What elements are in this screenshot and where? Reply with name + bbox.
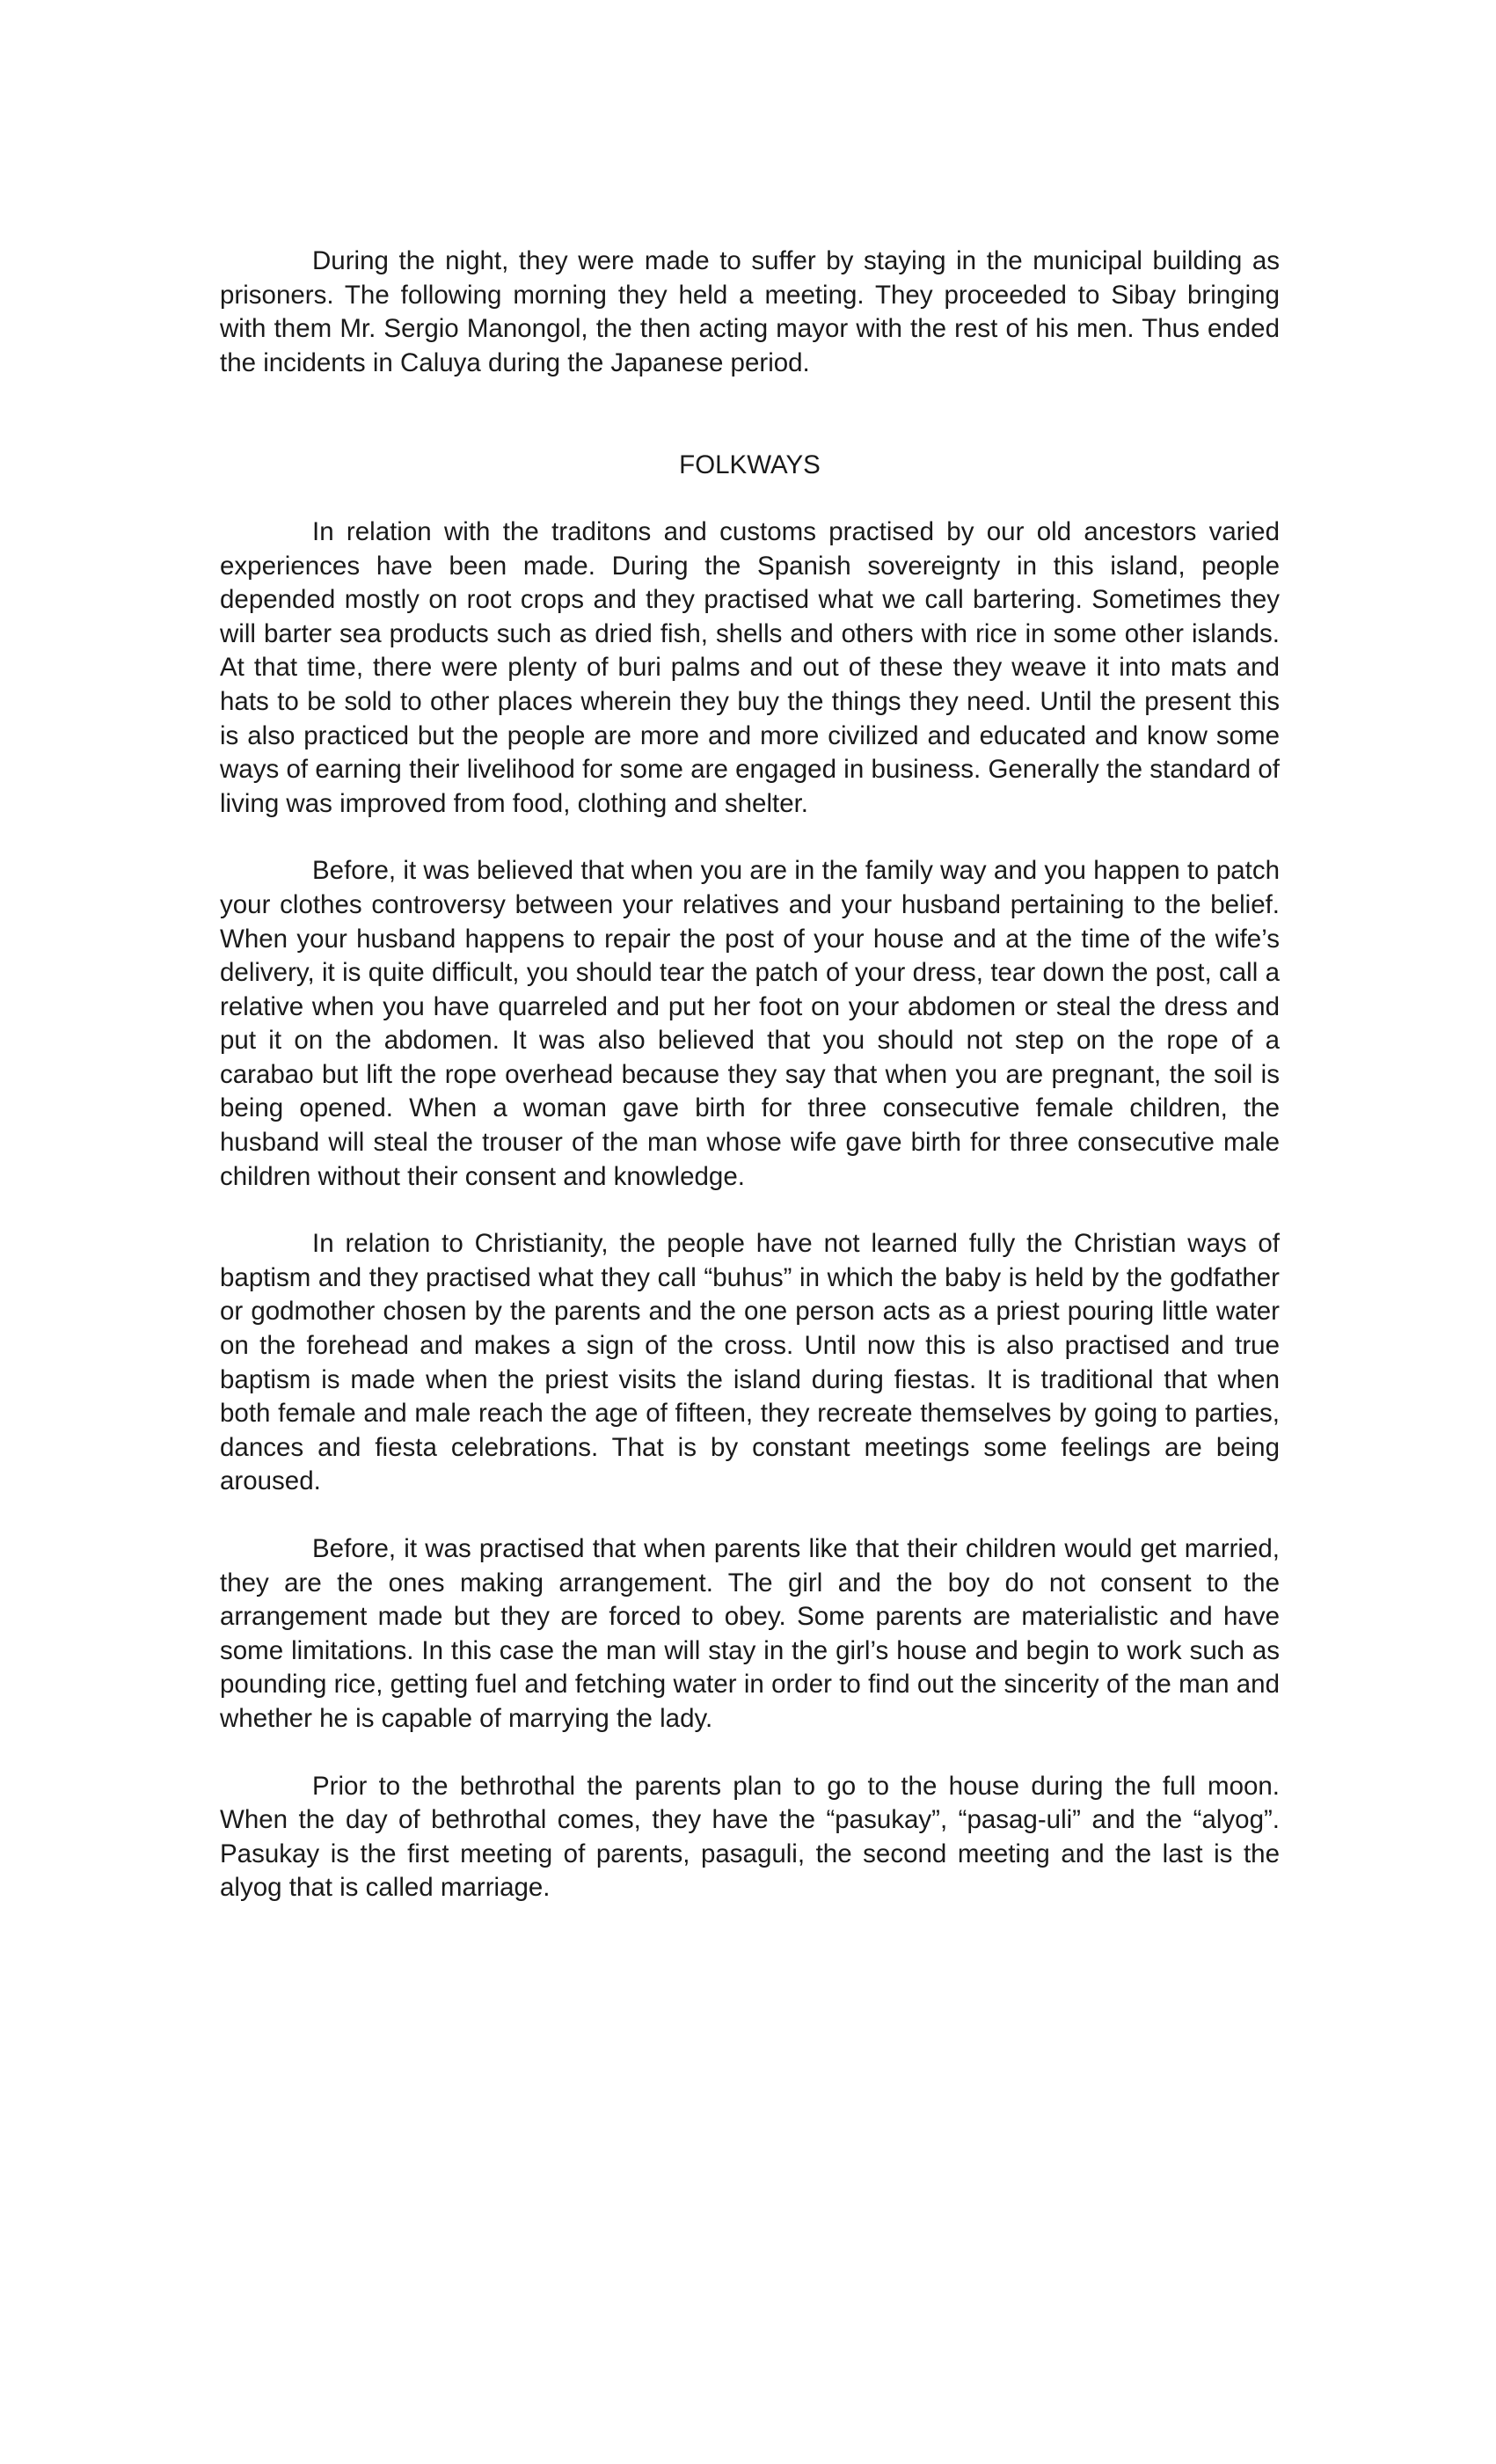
paragraph-bethrothal: Prior to the bethrothal the parents plan to go to the house during the full moon. When the day of bethrothal comes, they have the “pasukay”, “pasag-uli” and the “alyog”. Pasukay is the first meeting of parents, pasaguli, the second meeting and the last is the alyog that is called marriage.: [220, 1771, 1280, 1903]
paragraph-pregnancy-beliefs: Before, it was believed that when you are in the family way and you happen to patch your clothes controversy between your relatives and your husband pertaining to the belief. When your husband happens to repair the post of your house and at the time of the wife’s delivery, it is quite difficult, you should tear the patch of your dress, tear down the post, call a relative when you have quarreled and put her foot on your abdomen or steal the dress and put it on the abdomen. It was also believed that you should not step on the rope of a carabao but lift the rope overhead because they say that when you are pregnant, the soil is being opened. When a woman gave birth for three consecutive female children, the husband will steal the trouser of the man whose wife gave birth for three consecutive male children without their consent and knowledge.: [220, 856, 1280, 1191]
paragraph-christianity: In relation to Christianity, the people have not learned fully the Christian ways of baptism and they practised what they call “buhus” in which the baby is held by the godfather or godmother chosen by the parents and the one person acts as a priest pouring little water on the forehead and makes a sign of the cross. Until now this is also practised and true baptism is made when the priest visits the island during fiestas. It is traditional that when both female and male reach the age of fifteen, they recreate themselves by going to parties, dances and fiesta celebrations. That is by constant meetings some feelings are being aroused.: [220, 1229, 1280, 1496]
document-page: [220, 245, 1280, 1905]
paragraph-arranged-marriage: Before, it was practised that when parents like that their children would get married, they are the ones making arrangement. The girl and the boy do not consent to the arrangement made but they are forced to obey. Some parents are materialistic and have some limitations. In this case the man will stay in the girl’s house and begin to work such as pounding rice, getting fuel and fetching water in order to find out the sincerity of the man and whether he is capable of marrying the lady.: [220, 1534, 1280, 1733]
paragraph-ancestors-customs: In relation with the traditons and customs practised by our old ancestors varied experiences have been made. During the Spanish sovereignty in this island, people depended mostly on root crops and they practised what we call bartering. Sometimes they will barter sea products such as dried fish, shells and others with rice in some other islands. At that time, there were plenty of buri palms and out of these they weave it into mats and hats to be sold to other places wherein they buy the things they need. Until the present this is also practiced but the people are more and more civilized and educated and know some ways of earning their livelihood for some are engaged in business. Generally the standard of living was improved from food, clothing and shelter.: [220, 516, 1280, 818]
intro-paragraph: During the night, they were made to suffer by staying in the municipal building as prisoners. The following morning they held a meeting. They proceeded to Sibay bringing with them Mr. Sergio Manongol, the then acting mayor with the rest of his men. Thus ended the incidents in Caluya during the Japanese period.: [220, 246, 1280, 377]
section-heading-folkways: FOLKWAYS: [679, 450, 821, 480]
